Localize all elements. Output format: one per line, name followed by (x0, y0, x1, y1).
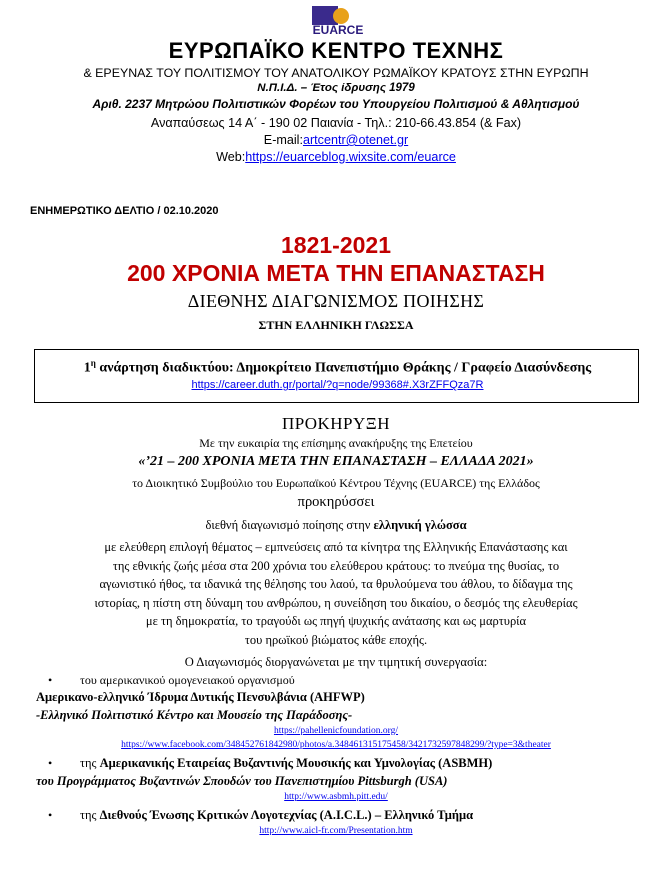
bullet-2-link[interactable]: http://www.asbmh.pitt.edu/ (284, 792, 388, 802)
bullet-icon: • (48, 673, 53, 687)
organization-web-line (0, 150, 672, 164)
bullet-3-link[interactable]: http://www.aicl-fr.com/Presentation.htm (259, 826, 413, 836)
posting-text (35, 358, 640, 377)
posting-number: 1 (83, 360, 91, 376)
bullet-3-organization: Διεθνούς Ένωσης Κριτικών Λογοτεχνίας (A.I.C.L.) – Ελληνικό Τμήμα (99, 808, 474, 822)
bullet-1-text: του αμερικανικού ομογενειακού οργανισμού (80, 673, 295, 687)
posting-description: ανάρτηση διαδικτύου: Δημοκρίτειο Πανεπιστήμιο Θράκης / Γραφείο Διασύνδεσης (95, 360, 592, 376)
email-label: E-mail: (263, 133, 303, 147)
posting-url-link[interactable]: https://career.duth.gr/portal/?q=node/99368#.X3rZFFQza7R (191, 379, 484, 391)
bullet-2-subtitle: του Προγράμματος Βυζαντινών Σπουδών του Πανεπιστημίου Pittsburgh (USA) (36, 774, 448, 788)
organized-intro: Ο Διαγωνισμός διοργανώνεται με την τιμητική συνεργασία: (184, 655, 488, 669)
organization-title: ΕΥΡΩΠΑΪΚΟ ΚΕΝΤΡΟ ΤΕΧΝΗΣ (168, 38, 504, 63)
body-line: με ελεύθερη επιλογή θέματος – εμπνεύσεις από τα κίνητρα της Ελληνικής Επανάστασης και (104, 540, 568, 554)
announcement-line-3: το Διοικητικό Συμβούλιο του Ευρωπαϊκού Κέντρου Τέχνης (EUARCE) της Ελλάδος (132, 476, 540, 490)
body-line: της εθνικής ζωής μέσα στα 200 χρόνια του ελεύθερου κράτους: το πνεύμα της θυσίας, το (112, 558, 560, 573)
body-line: με τη δημοκρατία, το τραγούδι ως πηγή ψυχικής ανάτασης και ως μαρτυρία (145, 614, 527, 628)
bullet-3-text (80, 808, 473, 823)
bullet-1-subtitle: -Ελληνικό Πολιτιστικό Κέντρο και Μουσείο της Παράδοσης- (36, 708, 353, 722)
announcement-title: ΠΡΟΚΗΡΥΞΗ (281, 414, 390, 433)
headline-language: ΣΤΗΝ ΕΛΛΗΝΙΚΗ ΓΛΩΣΣΑ (258, 318, 414, 332)
announcement-line-5-pre: διεθνή διαγωνισμό ποίησης στην (205, 518, 374, 532)
bullet-icon: • (48, 808, 53, 822)
web-link[interactable]: https://euarceblog.wixsite.com/euarce (245, 150, 456, 164)
bullet-1-link-2-line (0, 740, 672, 750)
bulletin-date: ΕΝΗΜΕΡΩΤΙΚΟ ΔΕΛΤΙΟ / 02.10.2020 (30, 205, 219, 217)
organization-registry: Αριθ. 2237 Μητρώου Πολιτιστικών Φορέων του Υπουργείου Πολιτισμού & Αθλητισμού (92, 97, 580, 111)
bullet-2-link-line (0, 792, 672, 802)
posting-ordinal: η (90, 358, 96, 368)
announcement-line-2: «’21 – 200 ΧΡΟΝΙΑ ΜΕΤΑ ΤΗΝ ΕΠΑΝΑΣΤΑΣΗ – ΕΛΛΑΔΑ 2021» (138, 454, 534, 469)
bullet-3-link-line (0, 826, 672, 836)
announcement-line-1: Με την ευκαιρία της επίσημης ανακήρυξης της Επετείου (199, 436, 473, 450)
headline-contest: ΔΙΕΘΝΗΣ ΔΙΑΓΩΝΙΣΜΟΣ ΠΟΙΗΣΗΣ (187, 291, 485, 311)
euarce-logo (303, 6, 373, 38)
body-line: ιστορίας, η πίστη στη δύναμη του ανθρώπου, η συνείδηση του δικαίου, ο δεσμός της ελευθερίας (94, 595, 578, 610)
body-line: του ηρωϊκού βιώματος κάθε εποχής. (244, 632, 428, 647)
bullet-1-link-2[interactable]: https://www.facebook.com/348452761842980/photos/a.348461315175458/3421732597848299/?type=3&theater (121, 740, 551, 750)
announcement-body (20, 538, 652, 649)
bullet-1-link-1[interactable]: https://pahellenicfoundation.org/ (273, 726, 399, 736)
logo-text: EUARCE (312, 23, 364, 37)
posting-box (34, 349, 639, 403)
bullet-1-organization: Αμερικανο-ελληνικό Ίδρυμα Δυτικής Πενσυλβάνια (AHFWP) (36, 690, 365, 704)
organization-npid: Ν.Π.Ι.Δ. – Έτος ίδρυσης 1979 (257, 82, 415, 94)
web-label: Web: (216, 150, 246, 164)
bullet-3-prefix: της (80, 808, 100, 822)
organization-email-line (0, 133, 672, 147)
headline-title: 200 ΧΡΟΝΙΑ ΜΕΤΑ ΤΗΝ ΕΠΑΝΑΣΤΑΣΗ (127, 260, 545, 286)
email-link[interactable]: artcentr@otenet.gr (302, 133, 409, 147)
organization-address: Αναπαύσεως 14 Α΄ - 190 02 Παιανία - Τηλ.: 210-66.43.854 (& Fax) (150, 116, 522, 130)
announcement-line-5-bold: ελληνική γλώσσα (373, 518, 467, 532)
announcement-line-4: προκηρύσσει (297, 494, 375, 510)
bullet-2-organization: Αμερικανικής Εταιρείας Βυζαντινής Μουσικής και Υμνολογίας (ASBMH) (99, 756, 493, 770)
announcement-line-5 (0, 518, 672, 533)
headline-years: 1821-2021 (281, 232, 391, 258)
bullet-1-link-1-line (0, 726, 672, 736)
posting-url-line (35, 379, 640, 391)
bullet-2-text (80, 756, 492, 771)
body-line: αγωνιστικό ήθος, τα ιδανικά της θέλησης του λαού, τα θρυλούμενα του άθλου, το δίδαγμα της (99, 577, 573, 591)
logo-swoosh-icon (333, 8, 349, 24)
organization-subtitle: & ΕΡΕΥΝΑΣ ΤΟΥ ΠΟΛΙΤΙΣΜΟΥ ΤΟΥ ΑΝΑΤΟΛΙΚΟΥ ΡΩΜΑΪΚΟΥ ΚΡΑΤΟΥΣ ΣΤΗΝ ΕΥΡΩΠΗ (83, 66, 589, 80)
bullet-icon: • (48, 756, 53, 770)
bullet-2-prefix: της (80, 756, 100, 770)
